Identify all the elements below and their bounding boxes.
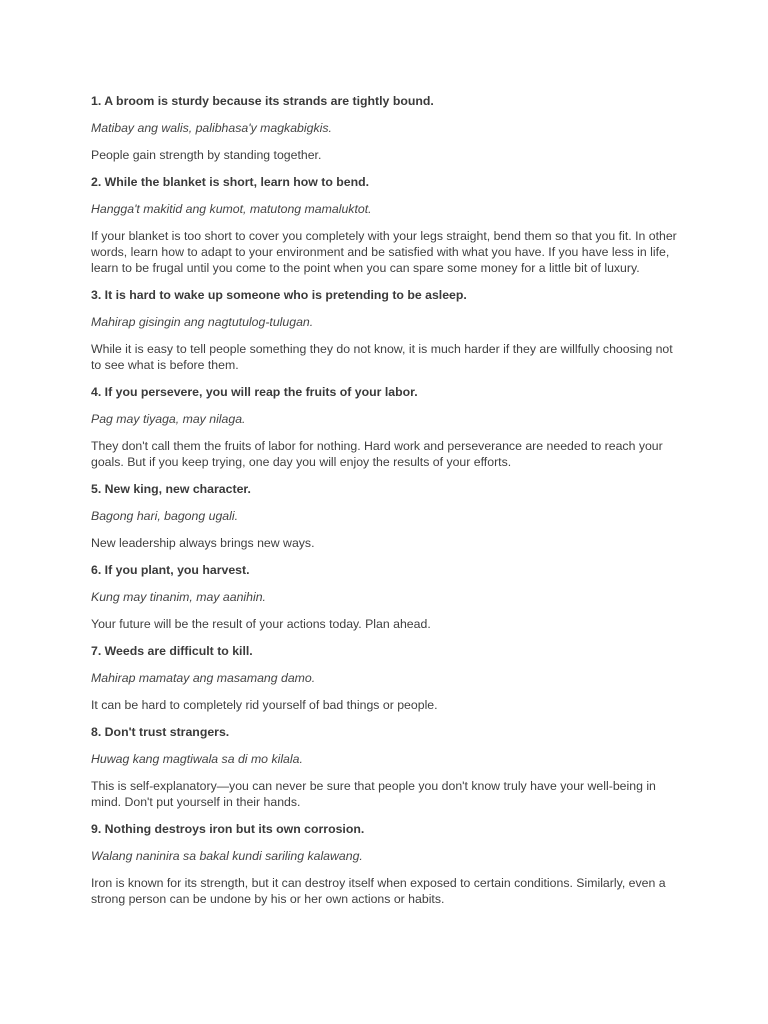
proverb-english-heading: 9. Nothing destroys iron but its own corrosion.: [91, 822, 365, 836]
proverb-tagalog-text: Kung may tinanim, may aanihin.: [91, 590, 266, 604]
proverb-item: [91, 174, 681, 276]
proverb-english-heading: 2. While the blanket is short, learn how to bend.: [91, 175, 370, 189]
proverb-meaning-text: If your blanket is too short to cover you completely with your legs straight, bend them so that you fit. In other words, learn how to adapt to your environment and be satisfied with what you have. If you have less in life, learn to be frugal until you come to the point when you can spare some money for a little bit of luxury.: [91, 229, 677, 275]
proverb-tagalog-text: Walang naninira sa bakal kundi sariling kalawang.: [91, 849, 363, 863]
proverb-item: [91, 562, 681, 632]
proverb-english-heading: 4. If you persevere, you will reap the fruits of your labor.: [91, 385, 418, 399]
proverb-item: [91, 724, 681, 810]
proverb-tagalog-text: Mahirap mamatay ang masamang damo.: [91, 671, 316, 685]
proverb-english-heading: 5. New king, new character.: [91, 482, 251, 496]
proverb-tagalog-text: Bagong hari, bagong ugali.: [91, 509, 238, 523]
proverb-meaning-text: Your future will be the result of your actions today. Plan ahead.: [91, 617, 431, 631]
proverb-tagalog-text: Hangga't makitid ang kumot, matutong mamaluktot.: [91, 202, 372, 216]
proverb-item: [91, 384, 681, 470]
proverb-english-heading: 6. If you plant, you harvest.: [91, 563, 250, 577]
proverb-tagalog-text: Mahirap gisingin ang nagtutulog-tulugan.: [91, 315, 314, 329]
proverb-item: [91, 481, 681, 551]
proverb-meaning-text: New leadership always brings new ways.: [91, 536, 315, 550]
proverb-item: [91, 93, 681, 163]
proverb-english-heading: 7. Weeds are difficult to kill.: [91, 644, 253, 658]
document-page: [91, 93, 681, 918]
proverb-item: [91, 821, 681, 907]
proverb-meaning-text: They don't call them the fruits of labor for nothing. Hard work and perseverance are needed to reach your goals. But if you keep trying, one day you will enjoy the results of your efforts.: [91, 439, 663, 469]
proverb-english-heading: 3. It is hard to wake up someone who is pretending to be asleep.: [91, 288, 467, 302]
proverb-tagalog-text: Pag may tiyaga, may nilaga.: [91, 412, 246, 426]
proverb-meaning-text: People gain strength by standing together.: [91, 148, 322, 162]
proverb-meaning-text: While it is easy to tell people something they do not know, it is much harder if they are willfully choosing not to see what is before them.: [91, 342, 673, 372]
proverb-english-heading: 1. A broom is sturdy because its strands are tightly bound.: [91, 94, 434, 108]
proverb-tagalog-text: Matibay ang walis, palibhasa'y magkabigkis.: [91, 121, 332, 135]
proverb-item: [91, 287, 681, 373]
proverb-english-heading: 8. Don't trust strangers.: [91, 725, 230, 739]
proverb-meaning-text: Iron is known for its strength, but it can destroy itself when exposed to certain conditions. Similarly, even a strong person can be undone by his or her own actions or habits.: [91, 876, 666, 906]
proverb-meaning-text: It can be hard to completely rid yourself of bad things or people.: [91, 698, 438, 712]
proverb-meaning-text: This is self-explanatory—you can never be sure that people you don't know truly have your well-being in mind. Don't put yourself in their hands.: [91, 779, 656, 809]
proverb-tagalog-text: Huwag kang magtiwala sa di mo kilala.: [91, 752, 303, 766]
proverb-item: [91, 643, 681, 713]
